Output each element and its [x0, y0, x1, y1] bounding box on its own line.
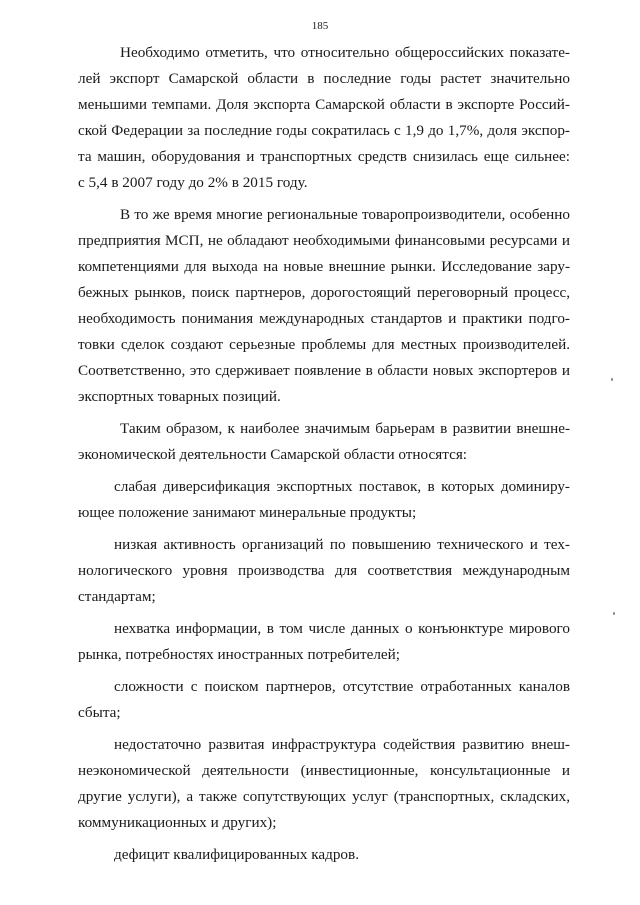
- text-line: предприятия МСП, не обладают необходимыми финансовыми ресурсами и: [78, 232, 570, 249]
- text-line: меньшими темпами. Доля экспорта Самарской области в экспорте Россий-: [78, 96, 570, 113]
- text-line: лей экспорт Самарской области в последние годы растет значительно: [78, 70, 570, 87]
- list-item: [78, 616, 570, 668]
- text-line: стандартам;: [78, 588, 156, 605]
- list-item: [78, 674, 570, 726]
- list-item: [78, 532, 570, 610]
- text-line: В то же время многие региональные товаропроизводители, особенно: [120, 206, 570, 223]
- text-line: нологического уровня производства для соответствия международным: [78, 562, 570, 579]
- text-line: экспортных товарных позиций.: [78, 388, 281, 405]
- scan-speck: [611, 378, 613, 381]
- text-line: слабая диверсификация экспортных поставок, в которых доминиру-: [114, 478, 570, 495]
- text-line: дефицит квалифицированных кадров.: [114, 846, 359, 863]
- body-text: [78, 40, 570, 874]
- text-line: сбыта;: [78, 704, 121, 721]
- text-line: недостаточно развитая инфраструктура содействия развитию внеш-: [114, 736, 570, 753]
- text-line: та машин, оборудования и транспортных средств снизилась еще сильнее:: [78, 148, 570, 165]
- text-line: неэкономической деятельности (инвестиционные, консультационные и: [78, 762, 570, 779]
- text-line: товки сделок создают серьезные проблемы для местных производителей.: [78, 336, 570, 353]
- text-line: ской Федерации за последние годы сократилась с 1,9 до 1,7%, доля экспор-: [78, 122, 570, 139]
- text-line: Соответственно, это сдерживает появление в области новых экспортеров и: [78, 362, 570, 379]
- list-item: [78, 474, 570, 526]
- page-number: 185: [311, 20, 329, 32]
- text-line: коммуникационных и других);: [78, 814, 277, 831]
- text-line: другие услуги), а также сопутствующих услуг (транспортных, складских,: [78, 788, 570, 805]
- text-line: Необходимо отметить, что относительно общероссийских показате-: [120, 44, 570, 61]
- text-line: необходимость понимания международных стандартов и практики подго-: [78, 310, 570, 327]
- text-line: экономической деятельности Самарской области относятся:: [78, 446, 468, 463]
- text-line: рынка, потребностях иностранных потребителей;: [78, 646, 401, 663]
- text-line: Таким образом, к наиболее значимым барьерам в развитии внешне-: [120, 420, 570, 437]
- text-line: нехватка информации, в том числе данных о конъюнктуре мирового: [114, 620, 570, 637]
- paragraph: [78, 202, 570, 410]
- text-line: компетенциями для выхода на новые внешние рынки. Исследование зару-: [78, 258, 570, 275]
- paragraph: [78, 416, 570, 468]
- paragraph: [78, 40, 570, 196]
- text-line: низкая активность организаций по повышению технического и тех-: [114, 536, 570, 553]
- scan-speck: [613, 612, 615, 615]
- text-line: с 5,4 в 2007 году до 2% в 2015 году.: [78, 174, 308, 191]
- text-line: бежных рынков, поиск партнеров, дорогостоящий переговорный процесс,: [78, 284, 570, 301]
- text-line: ющее положение занимают минеральные продукты;: [78, 504, 417, 521]
- text-line: сложности с поиском партнеров, отсутствие отработанных каналов: [114, 678, 570, 695]
- list-item: [78, 842, 570, 868]
- list-item: [78, 732, 570, 836]
